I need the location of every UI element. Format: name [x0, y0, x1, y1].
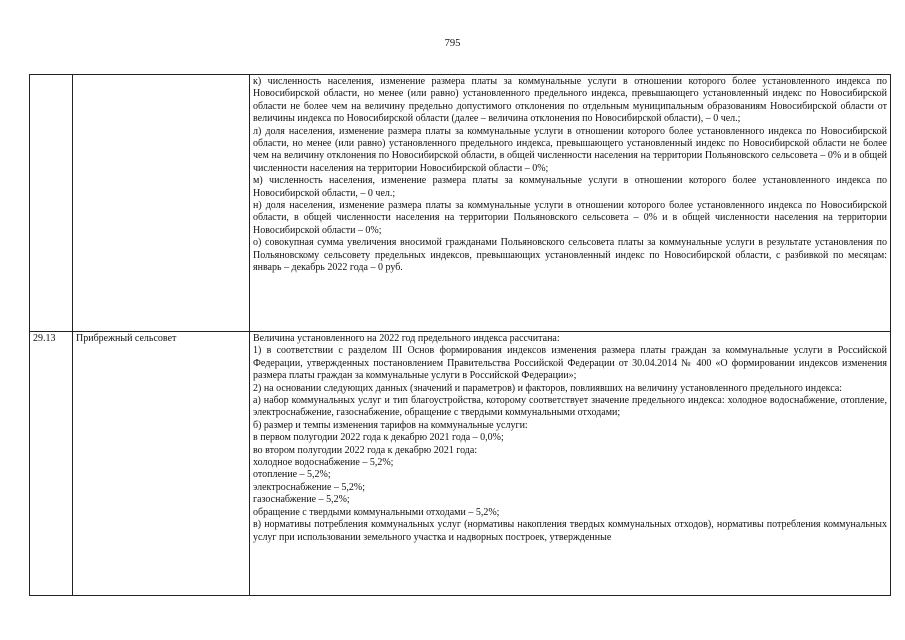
paragraph: о) совокупная сумма увеличения вносимой гражданами Польяновского сельсовета платы за коммунальные услуги в результате установления по Польяновскому сельсовету предельных индексов, превышающих установленный индекс по Новосибирской области, с разбивкой по месяцам: январь – декабрь 2022 года – 0 руб.: [253, 237, 887, 274]
row-number-cell: [30, 75, 73, 332]
description-cell: [250, 332, 891, 596]
row-number-cell: 29.13: [30, 332, 73, 596]
paragraph: в) нормативы потребления коммунальных услуг (нормативы накопления твердых коммунальных отходов), нормативы потребления коммунальных услуг при использовании земельного участка и надворных построек, утвержденные: [253, 519, 887, 543]
paragraph: к) численность населения, изменение размера платы за коммунальные услуги в отношении которого более установленного индекса по Новосибирской области, но менее (или равно) установленного предельного индекса, превышающего установленный индекс по Новосибирской области не более чем на величину предельно допустимого отклонения по отдельным муниципальным образованиям Новосибирской области от величины индекса по Новосибирской области (далее – величина отклонения по Новосибирской области), – 0 чел.;: [253, 76, 887, 125]
table-row: [30, 332, 891, 596]
table-row: [30, 75, 891, 332]
paragraph: отопление – 5,2%;: [253, 469, 331, 481]
paragraph: в первом полугодии 2022 года к декабрю 2021 года – 0,0%;: [253, 432, 504, 444]
paragraph: м) численность населения, изменение размера платы за коммунальные услуги в отношении которого более установленного индекса по Новосибирской области, – 0 чел.;: [253, 175, 887, 199]
paragraph: во втором полугодии 2022 года к декабрю 2021 года:: [253, 444, 478, 456]
paragraph: холодное водоснабжение – 5,2%;: [253, 457, 394, 469]
document-table: [29, 74, 891, 596]
paragraph: обращение с твердыми коммунальными отходами – 5,2%;: [253, 506, 500, 518]
description-cell: [250, 75, 891, 332]
paragraph: 1) в соответствии с разделом III Основ формирования индексов изменения размера платы граждан за коммунальные услуги в Российской Федерации, утвержденных постановлением Правительства Российской Федерации от 30.04.2014 № 400 «О формировании индексов изменения размера платы граждан за коммунальные услуги в Российской Федерации»;: [253, 345, 887, 382]
paragraph: газоснабжение – 5,2%;: [253, 494, 350, 506]
paragraph: б) размер и темпы изменения тарифов на коммунальные услуги:: [253, 419, 528, 431]
municipality-name-cell: [73, 75, 250, 332]
paragraph: н) доля населения, изменение размера платы за коммунальные услуги в отношении которого более установленного индекса по Новосибирской области, в общей численности населения на территории Польяновского сельсовета – 0% и в общей численности населения на территории Новосибирской области – 0%;: [253, 200, 887, 236]
page-number: 795: [444, 38, 461, 49]
paragraph: Величина установленного на 2022 год предельного индекса рассчитана:: [253, 333, 560, 344]
municipality-name-cell: Прибрежный сельсовет: [73, 332, 250, 596]
paragraph: электроснабжение – 5,2%;: [253, 481, 366, 493]
paragraph: л) доля населения, изменение размера платы за коммунальные услуги в отношении которого более установленного индекса по Новосибирской области, но менее (или равно) установленного предельного индекса, превышающего установленный индекс по Новосибирской области не более чем на величину отклонения по Новосибирской области, в общей численности населения на территории Польяновского сельсовета – 0% и в общей численности населения на территории Новосибирской области – 0%;: [253, 125, 887, 174]
paragraph: а) набор коммунальных услуг и тип благоустройства, которому соответствует значение предельного индекса: холодное водоснабжение, отопление, электроснабжение, газоснабжение, обращение с твердыми коммунальными отходами;: [253, 395, 887, 419]
paragraph: 2) на основании следующих данных (значений и параметров) и факторов, повлиявших на величину установленного предельного индекса:: [253, 382, 843, 394]
